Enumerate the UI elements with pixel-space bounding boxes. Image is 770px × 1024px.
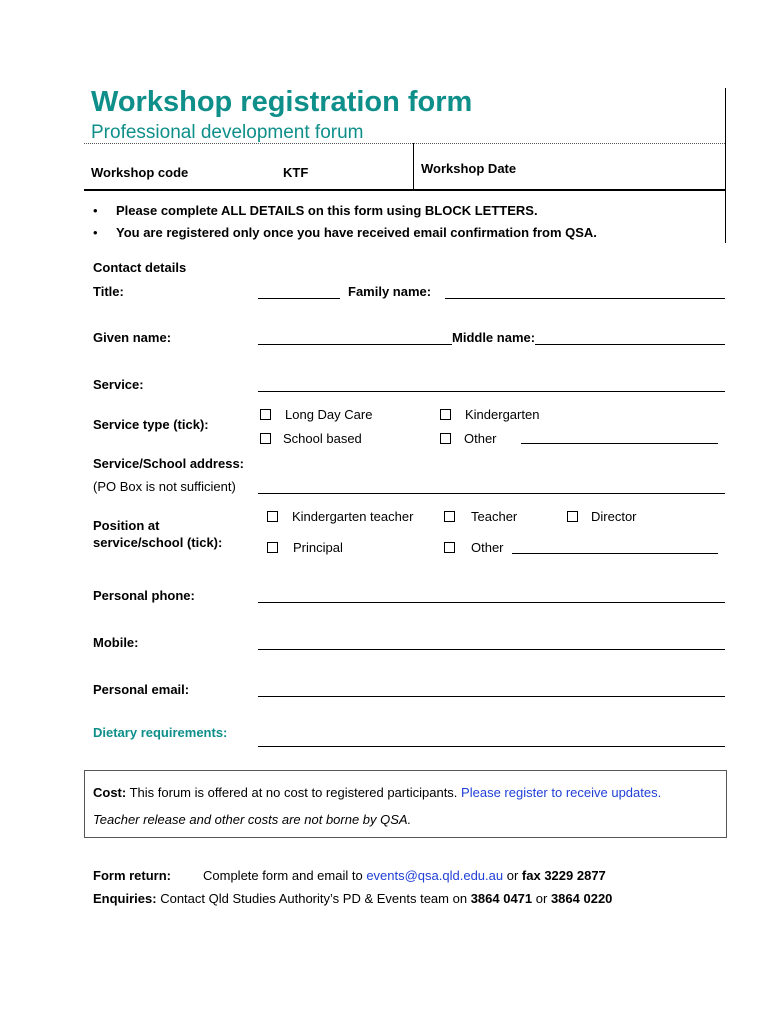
school-based-checkbox[interactable] [260, 433, 271, 444]
principal-checkbox[interactable] [267, 542, 278, 553]
page-subtitle: Professional development forum [91, 122, 364, 143]
cost-box [84, 770, 727, 838]
service-label: Service: [93, 377, 144, 392]
address-label: Service/School address: [93, 456, 245, 471]
kindergarten-checkbox[interactable] [440, 409, 451, 420]
teacher-checkbox[interactable] [444, 511, 455, 522]
middle-name-label: Middle name: [452, 330, 536, 345]
long-day-care-label: Long Day Care [285, 407, 373, 422]
address-note: (PO Box is not sufficient) [93, 479, 236, 494]
dietary-label: Dietary requirements: [93, 725, 228, 740]
service-field[interactable] [258, 391, 725, 392]
form-return-text: Complete form and email to [203, 868, 363, 883]
given-name-label: Given name: [93, 330, 172, 345]
kindergarten-teacher-label: Kindergarten teacher [292, 509, 414, 524]
kindergarten-label: Kindergarten [465, 407, 540, 422]
cost-text: This forum is offered at no cost to registered participants. [129, 785, 458, 800]
mobile-field[interactable] [258, 649, 725, 650]
enquiries-text: Contact Qld Studies Authority’s PD & Events team on [160, 891, 468, 906]
service-other-field[interactable] [521, 443, 718, 444]
principal-label: Principal [293, 540, 343, 555]
form-return-line [203, 868, 606, 883]
bullet-icon: • [93, 203, 98, 218]
cost-label: Cost: [93, 785, 127, 800]
personal-email-field[interactable] [258, 696, 725, 697]
position-other-field[interactable] [512, 553, 718, 554]
contact-details-heading: Contact details [93, 260, 187, 275]
service-other-checkbox[interactable] [440, 433, 451, 444]
mobile-label: Mobile: [93, 635, 139, 650]
director-checkbox[interactable] [567, 511, 578, 522]
long-day-care-checkbox[interactable] [260, 409, 271, 420]
position-other-checkbox[interactable] [444, 542, 455, 553]
address-field[interactable] [258, 493, 725, 494]
kindergarten-teacher-checkbox[interactable] [267, 511, 278, 522]
dietary-field[interactable] [258, 746, 725, 747]
header-divider [84, 143, 725, 144]
position-label-line-2: service/school (tick): [93, 535, 223, 550]
return-fax: fax 3229 2877 [521, 868, 606, 883]
personal-phone-field[interactable] [258, 602, 725, 603]
bullet-icon: • [93, 225, 98, 240]
title-field[interactable] [258, 298, 340, 299]
cost-line [93, 785, 661, 800]
position-label: Position at [93, 518, 160, 533]
workshop-code-label: Workshop code [91, 165, 189, 180]
return-email-link[interactable]: events@qsa.qld.edu.au [366, 868, 504, 883]
family-name-field[interactable] [445, 298, 725, 299]
enquiries-phone-2: 3864 0220 [550, 891, 613, 906]
title-label: Title: [93, 284, 124, 299]
school-based-label: School based [283, 431, 362, 446]
teacher-label: Teacher [471, 509, 518, 524]
form-return-or: or [506, 868, 519, 883]
instruction-item: Please complete ALL DETAILS on this form using BLOCK LETTERS. [116, 203, 538, 218]
service-type-label: Service type (tick): [93, 417, 209, 432]
instruction-item: You are registered only once you have received email confirmation from QSA. [116, 225, 597, 240]
workshop-date-divider [413, 143, 414, 189]
director-label: Director [591, 509, 637, 524]
register-link[interactable]: Please register to receive updates. [461, 785, 662, 800]
position-other-label: Other [471, 540, 504, 555]
enquiries-or: or [535, 891, 548, 906]
page-title: Workshop registration form [91, 86, 473, 118]
enquiries-line [93, 891, 612, 906]
header-right-rule [725, 88, 726, 243]
workshop-row-rule [84, 189, 725, 191]
family-name-label: Family name: [348, 284, 432, 299]
service-other-label: Other [464, 431, 497, 446]
cost-note: Teacher release and other costs are not borne by QSA. [93, 812, 412, 827]
enquiries-phone-1: 3864 0471 [470, 891, 533, 906]
personal-phone-label: Personal phone: [93, 588, 195, 603]
form-return-label: Form return: [93, 868, 171, 883]
workshop-code-value: KTF [283, 165, 309, 180]
workshop-date-label: Workshop Date [421, 161, 517, 176]
enquiries-label: Enquiries: [93, 891, 157, 906]
personal-email-label: Personal email: [93, 682, 190, 697]
